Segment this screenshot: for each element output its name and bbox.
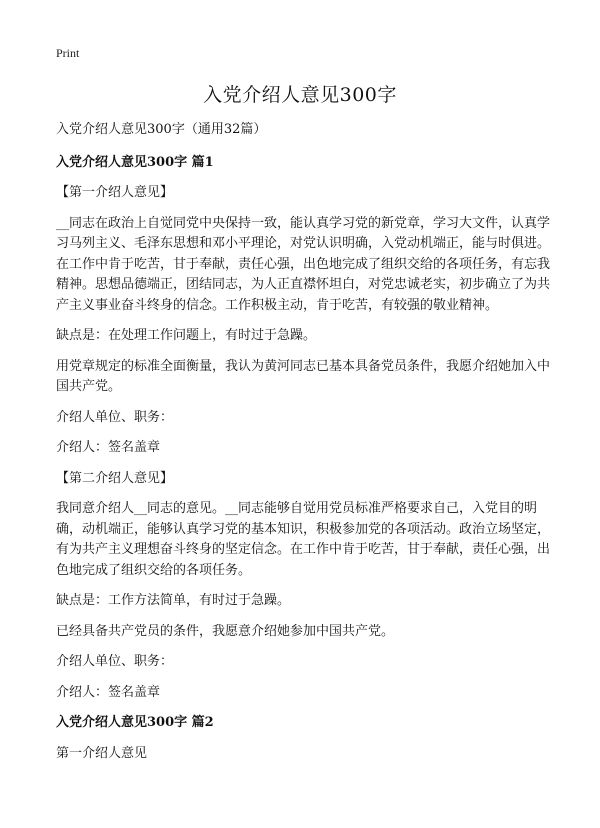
print-link[interactable]: Print bbox=[56, 46, 80, 60]
page-title: 入党介绍人意见300字 bbox=[203, 84, 397, 106]
first-sign-line: 介绍人：签名盖章 bbox=[56, 440, 161, 455]
first-shortcoming: 缺点是：在处理工作问题上，有时过于急躁。 bbox=[56, 328, 317, 343]
document-content bbox=[56, 120, 554, 774]
second-unit-line: 介绍人单位、职务： bbox=[56, 654, 174, 669]
first-conclusion: 用党章规定的标准全面衡量，我认为黄河同志已基本具备党员条件，我愿介绍她加入中国共产党。 bbox=[56, 358, 551, 394]
second-sign-line: 介绍人：签名盖章 bbox=[56, 684, 161, 700]
first-opinion-heading: 【第一介绍人意见】 bbox=[56, 185, 174, 200]
s2-first-opinion-heading: 第一介绍人意见 bbox=[56, 745, 148, 761]
second-opinion-body: 我同意介绍人__同志的意见。__同志能够自觉用党员标准严格要求自己，入党目的明确，动机端正，能够认真学习党的基本知识，积极参加党的各项活动。政治立场坚定，有为共产主义理想奋斗终身的坚定信念。在工作中肯于吃苦，甘于奉献，责任心强，出色地完成了组织交给的各项任务。 bbox=[56, 501, 551, 578]
document-subtitle: 入党介绍人意见300字（通用32篇） bbox=[56, 122, 267, 137]
section-heading-1: 入党介绍人意见300字 篇1 bbox=[56, 154, 214, 170]
second-shortcoming: 缺点是：工作方法简单，有时过于急躁。 bbox=[56, 593, 291, 608]
second-conclusion: 已经具备共产党员的条件，我愿意介绍她参加中国共产党。 bbox=[56, 623, 395, 639]
second-opinion-heading: 【第二介绍人意见】 bbox=[56, 470, 174, 486]
first-unit-line: 介绍人单位、职务： bbox=[56, 409, 174, 425]
section-heading-2: 入党介绍人意见300字 篇2 bbox=[56, 715, 214, 730]
first-opinion-body: __同志在政治上自觉同党中央保持一致，能认真学习党的新党章，学习大文件，认真学习马列主义、毛泽东思想和邓小平理论，对党认识明确，入党动机端正，能与时俱进。在工作中肯于吃苦，甘于奉献，责任心强，出色地完成了组织交给的各项任务，有忘我精神。思想品德端正，团结同志，为人正直襟怀坦白，对党忠诚老实，初步确立了为共产主义事业奋斗终身的信念。工作积极主动，肯于吃苦，有较强的敬业精神。 bbox=[56, 215, 551, 313]
